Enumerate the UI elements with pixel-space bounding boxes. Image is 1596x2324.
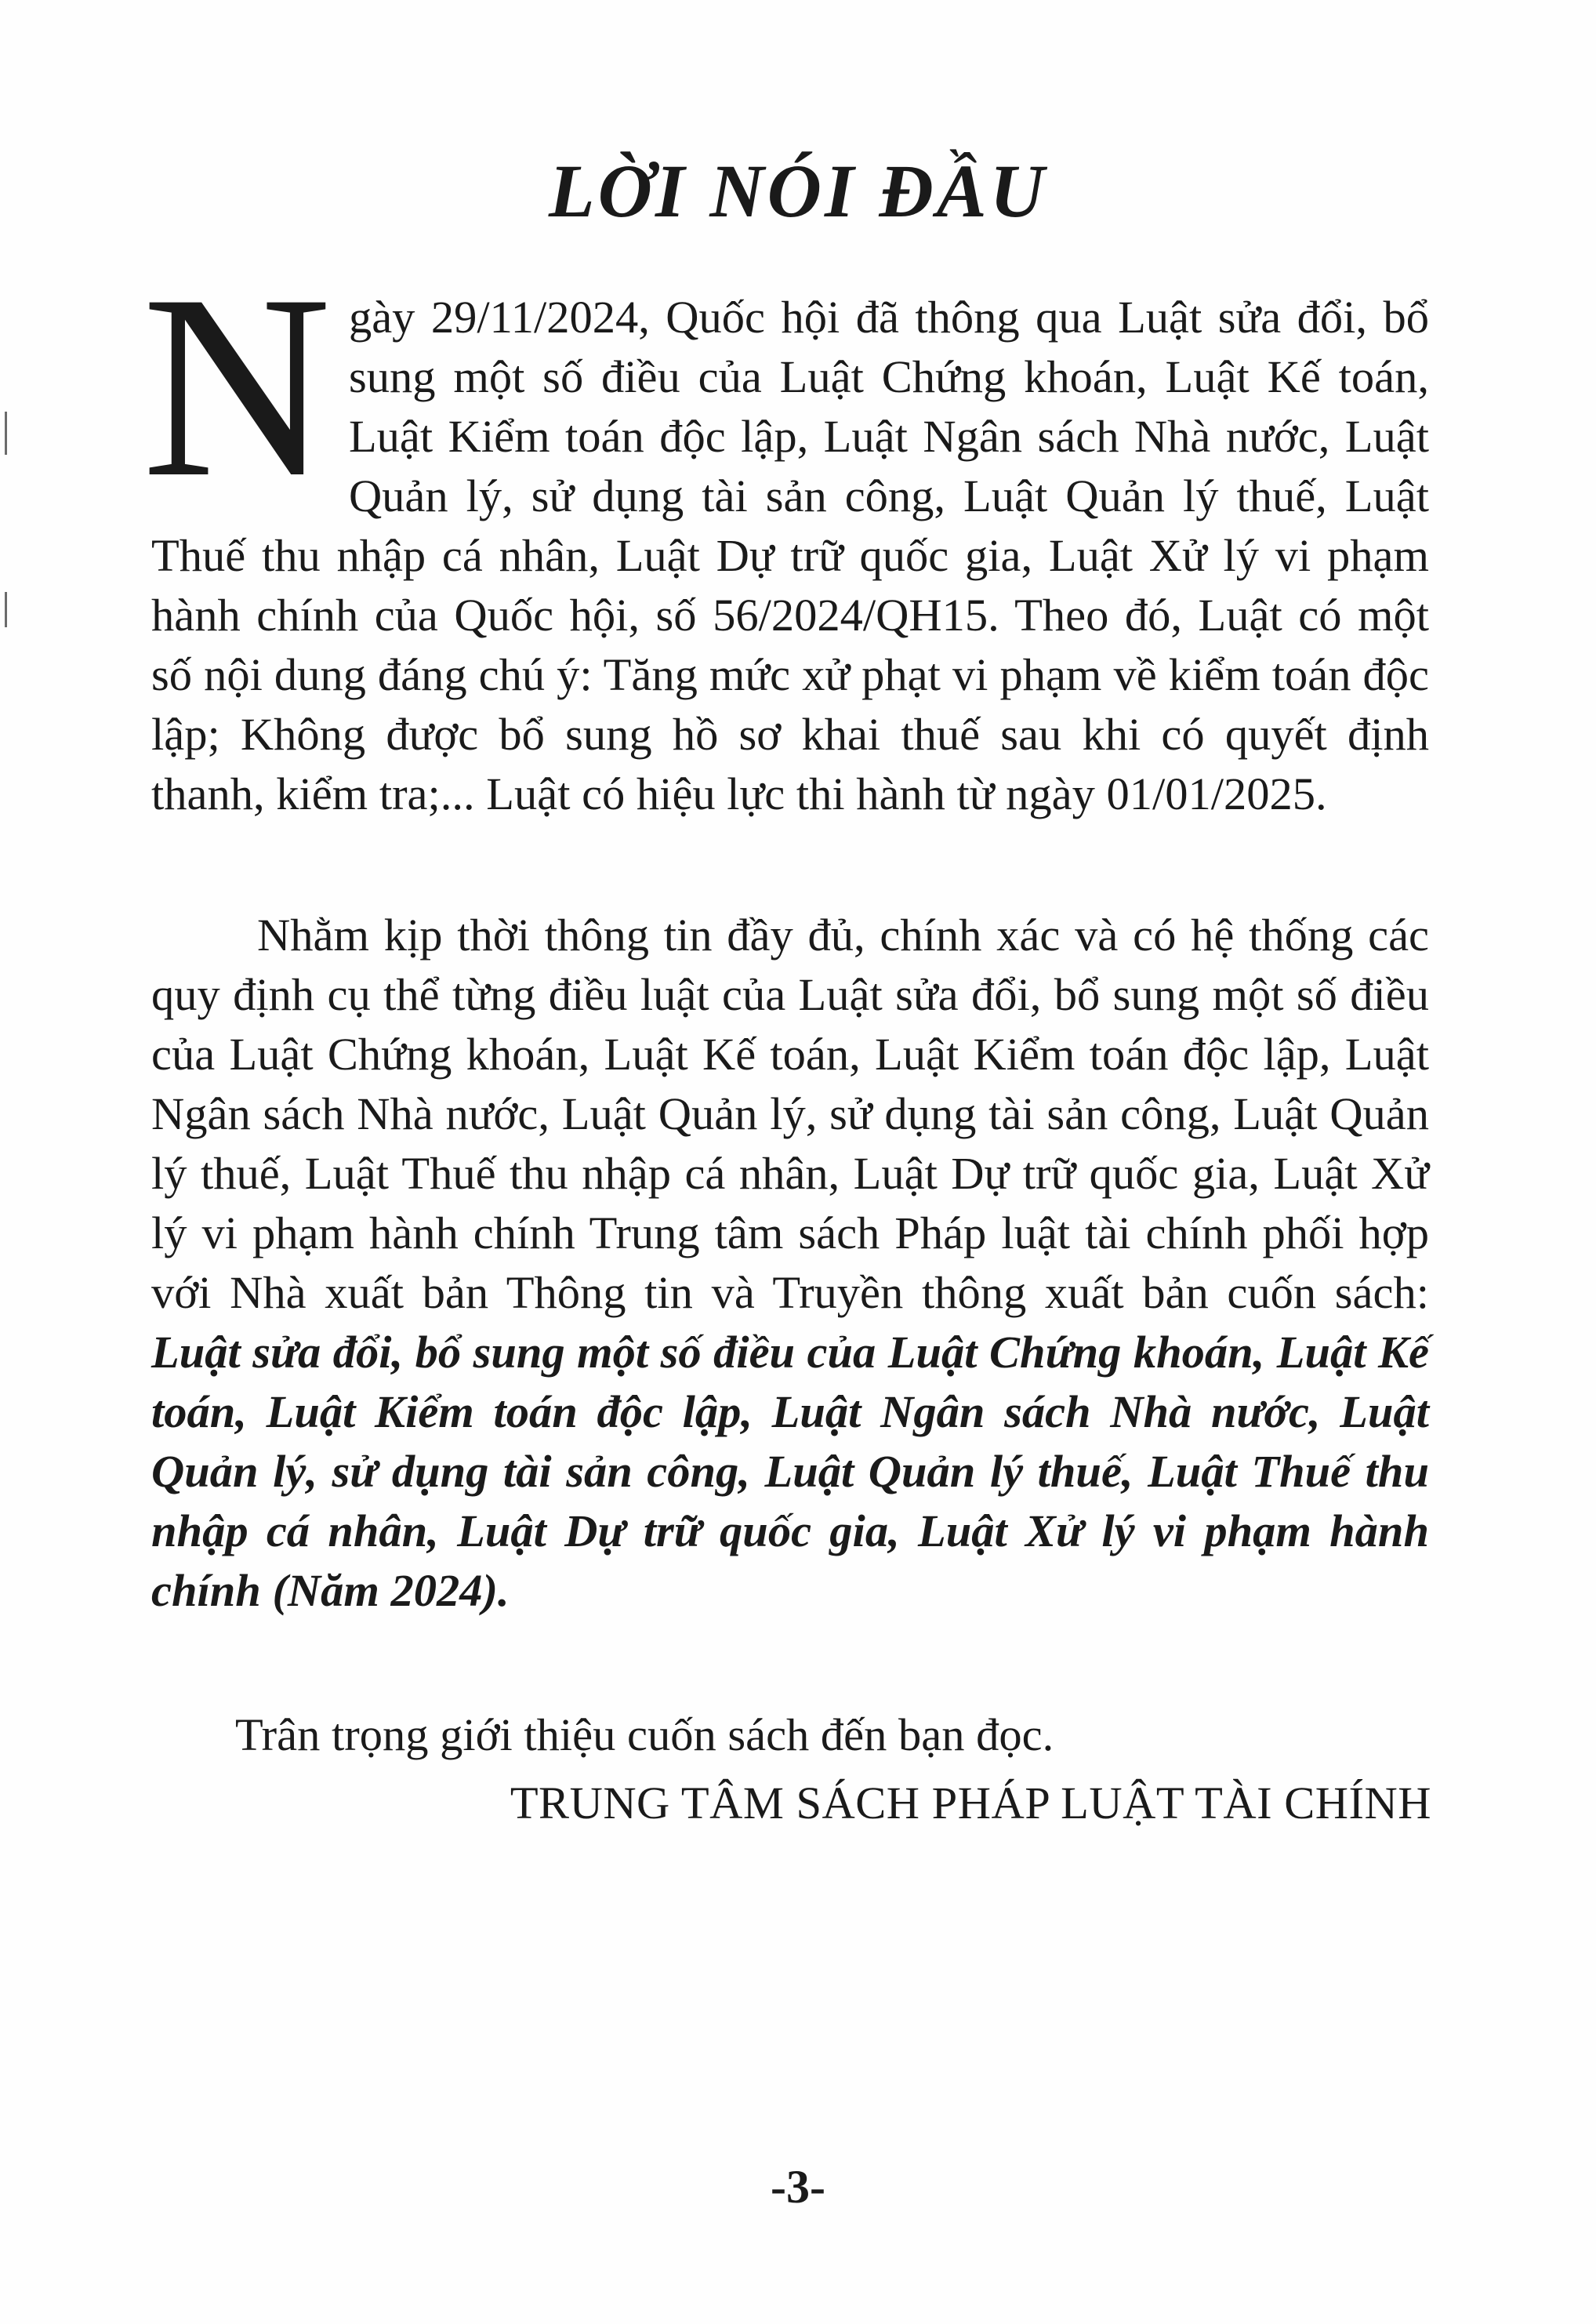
margin-mark <box>5 592 7 627</box>
intro-paragraph <box>142 241 1429 824</box>
margin-mark <box>5 412 7 455</box>
drop-cap: N <box>142 241 332 532</box>
book-title: Luật sửa đổi, bổ sung một số điều của Luật Chứng khoán, Luật Kế toán, Luật Kiểm toán độc lập, Luật Ngân sách Nhà nước, Luật Quản lý, sử dụng tài sản công, Luật Quản lý thuế, Luật Thuế thu nhập cá nhân, Luật Dự trữ quốc gia, Luật Xử lý vi phạm hành chính (Năm 2024). <box>151 1327 1429 1616</box>
purpose-paragraph-text: Nhằm kịp thời thông tin đầy đủ, chính xác và có hệ thống các quy định cụ thể từng điều luật của Luật sửa đổi, bổ sung một số điều của Luật Chứng khoán, Luật Kế toán, Luật Kiểm toán độc lập, Luật Ngân sách Nhà nước, Luật Quản lý, sử dụng tài sản công, Luật Quản lý thuế, Luật Thuế thu nhập cá nhân, Luật Dự trữ quốc gia, Luật Xử lý vi phạm hành chính Trung tâm sách Pháp luật tài chính phối hợp với Nhà xuất bản Thông tin và Truyền thông xuất bản cuốn sách: <box>151 910 1429 1318</box>
page-number: -3- <box>771 2161 825 2213</box>
signature: TRUNG TÂM SÁCH PHÁP LUẬT TÀI CHÍNH <box>510 1777 1431 1828</box>
purpose-paragraph <box>151 906 1429 1621</box>
closing-paragraph: Trân trọng giới thiệu cuốn sách đến bạn đọc. <box>235 1709 1054 1760</box>
page-heading: LỜI NÓI ĐẦU <box>548 149 1048 233</box>
intro-paragraph-text: gày 29/11/2024, Quốc hội đã thông qua Luật sửa đổi, bổ sung một số điều của Luật Chứng khoán, Luật Kế toán, Luật Kiểm toán độc lập, Luật Ngân sách Nhà nước, Luật Quản lý, sử dụng tài sản công, Luật Quản lý thuế, Luật Thuế thu nhập cá nhân, Luật Dự trữ quốc gia, Luật Xử lý vi phạm hành chính của Quốc hội, số 56/2024/QH15. Theo đó, Luật có một số nội dung đáng chú ý: Tăng mức xử phạt vi phạm về kiểm toán độc lập; Không được bổ sung hồ sơ khai thuế sau khi có quyết định thanh, kiểm tra;... Luật có hiệu lực thi hành từ ngày 01/01/2025. <box>151 292 1429 819</box>
